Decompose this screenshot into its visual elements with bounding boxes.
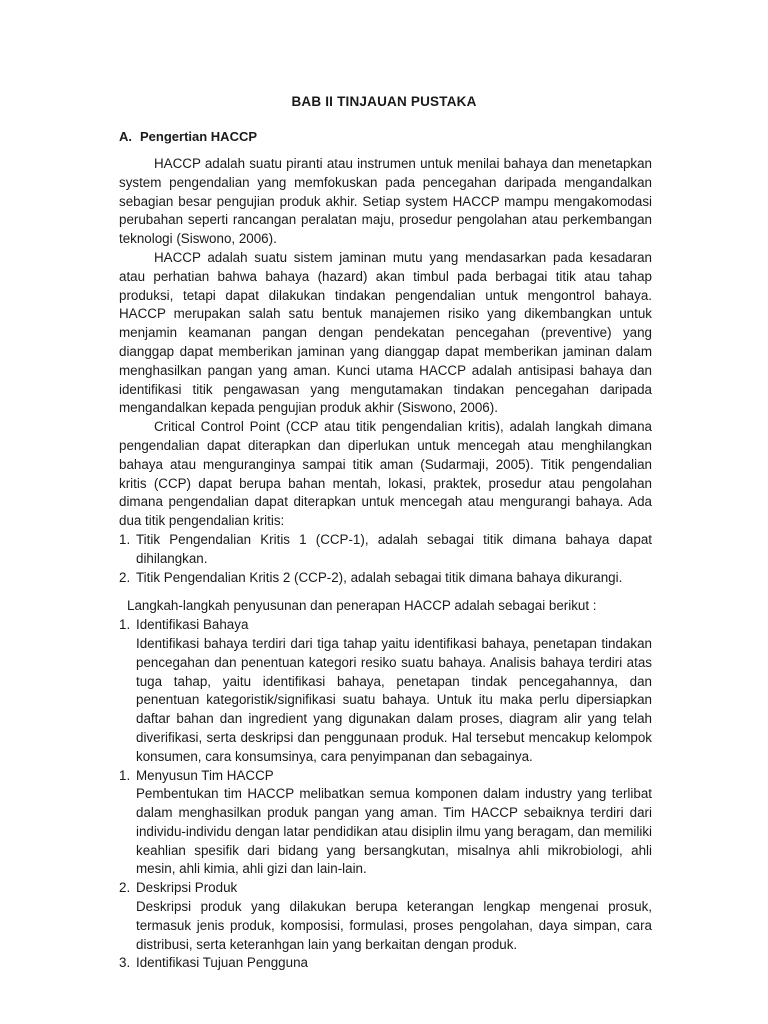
- step-item: [119, 954, 652, 973]
- step-item: [119, 879, 652, 954]
- spacer: [119, 587, 652, 597]
- step-number: 1.: [119, 617, 131, 633]
- step-description: Pembentukan tim HACCP melibatkan semua komponen dalam industry yang terlibat dalam menghasilkan produk pangan yang aman. Tim HACCP sebaiknya terdiri dari individu-individu dengan latar pendidikan atau disiplin ilmu yang beragam, dan memiliki keahlian spesifik dari bidang yang bersangkutan, misalnya ahli mikrobiologi, ahli mesin, ahli kimia, ahli gizi dan lain-lain.: [136, 786, 652, 877]
- step-number: 2.: [119, 880, 131, 896]
- step-title: Deskripsi Produk: [136, 880, 238, 896]
- list-item-number: 1.: [119, 531, 131, 547]
- list-item-text: Titik Pengendalian Kritis 1 (CCP-1), adalah sebagai titik dimana bahaya dapat dihilangkan.: [136, 531, 652, 566]
- step-description: Identifikasi bahaya terdiri dari tiga tahap yaitu identifikasi bahaya, penetapan tindakan pencegahan dan penentuan kategori resiko suatu bahaya. Analisis bahaya terdiri atas tuga tahap, yaitu identifikasi bahaya, penetapan tindak pencegahannya, dan penentuan kategoristik/signifikasi suatu bahaya. Untuk itu maka perlu dipersiapkan daftar bahan dan ingredient yang digunakan dalam proses, diagram alir yang telah diverifikasi, serta deskripsi dan penggunaan produk. Hal tersebut mencakup kelompok konsumen, cara konsumsinya, cara penyimpanan dan sebagainya.: [136, 635, 652, 764]
- paragraph-haccp-quality-system: HACCP adalah suatu sistem jaminan mutu yang mendasarkan pada kesadaran atau perhatian bahwa bahaya (hazard) akan timbul pada berbagai titik atau tahap produksi, tetapi dapat dilakukan tindakan pengendalian untuk mengontrol bahaya. HACCP merupakan salah satu bentuk manajemen risiko yang dikembangkan untuk menjamin keamanan pangan dengan pendekatan pencegahan (preventive) yang dianggap dapat memberikan jaminan yang dianggap dapat memberikan jaminan dalam menghasilkan pangan yang aman. Kunci utama HACCP adalah antisipasi bahaya dan identifikasi titik pengawasan yang mengutamakan tindakan pencegahan daripada mengandalkan kepada pengujian produk akhir (Siswono, 2006).: [119, 249, 652, 416]
- list-item: [119, 531, 652, 569]
- section-heading-text: Pengertian HACCP: [140, 129, 258, 144]
- paragraph-ccp-definition: Critical Control Point (CCP atau titik pengendalian kritis), adalah langkah dimana pengendalian dapat diterapkan dan diperlukan untuk mencegah atau menghilangkan bahaya atau menguranginya sampai titik aman (Sudarmaji, 2005). Titik pengendalian kritis (CCP) dapat berupa bahan mentah, lokasi, praktek, prosedur atau pengolahan dimana pengendalian dapat diterapkan untuk mencegah atau mengurangi bahaya. Ada dua titik pengendalian kritis:: [119, 419, 652, 529]
- section-heading: [119, 129, 257, 144]
- steps-list: [119, 616, 652, 973]
- list-item-text: Titik Pengendalian Kritis 2 (CCP-2), adalah sebagai titik dimana bahaya dikurangi.: [136, 569, 623, 585]
- step-number: 1.: [119, 767, 131, 783]
- step-item: [119, 767, 652, 880]
- section-letter: A.: [119, 129, 132, 144]
- body-text: [119, 155, 652, 973]
- step-title: Menyusun Tim HACCP: [136, 767, 274, 783]
- ccp-list: [119, 531, 652, 587]
- list-item-number: 2.: [119, 569, 131, 585]
- list-item: [119, 569, 652, 588]
- step-description: Deskripsi produk yang dilakukan berupa keterangan lengkap mengenai prosuk, termasuk jenis produk, komposisi, formulasi, proses pengolahan, daya simpan, cara distribusi, serta keteranhgan lain yang berkaitan dengan produk.: [136, 899, 652, 952]
- step-number: 3.: [119, 955, 131, 971]
- step-title: Identifikasi Tujuan Pengguna: [136, 955, 308, 971]
- steps-intro: Langkah-langkah penyusunan dan penerapan HACCP adalah sebagai berikut :: [127, 598, 597, 614]
- step-item: [119, 616, 652, 766]
- step-title: Identifikasi Bahaya: [136, 617, 249, 633]
- paragraph-haccp-definition: HACCP adalah suatu piranti atau instrumen untuk menilai bahaya dan menetapkan system pengendalian yang memfokuskan pada pencegahan daripada mengandalkan sebagian besar pengujian produk akhir. Setiap system HACCP mampu mengakomodasi perubahan seperti rancangan peralatan maju, prosedur pengolahan atau perkembangan teknologi (Siswono, 2006).: [119, 156, 652, 247]
- page-title: BAB II TINJAUAN PUSTAKA: [291, 94, 477, 109]
